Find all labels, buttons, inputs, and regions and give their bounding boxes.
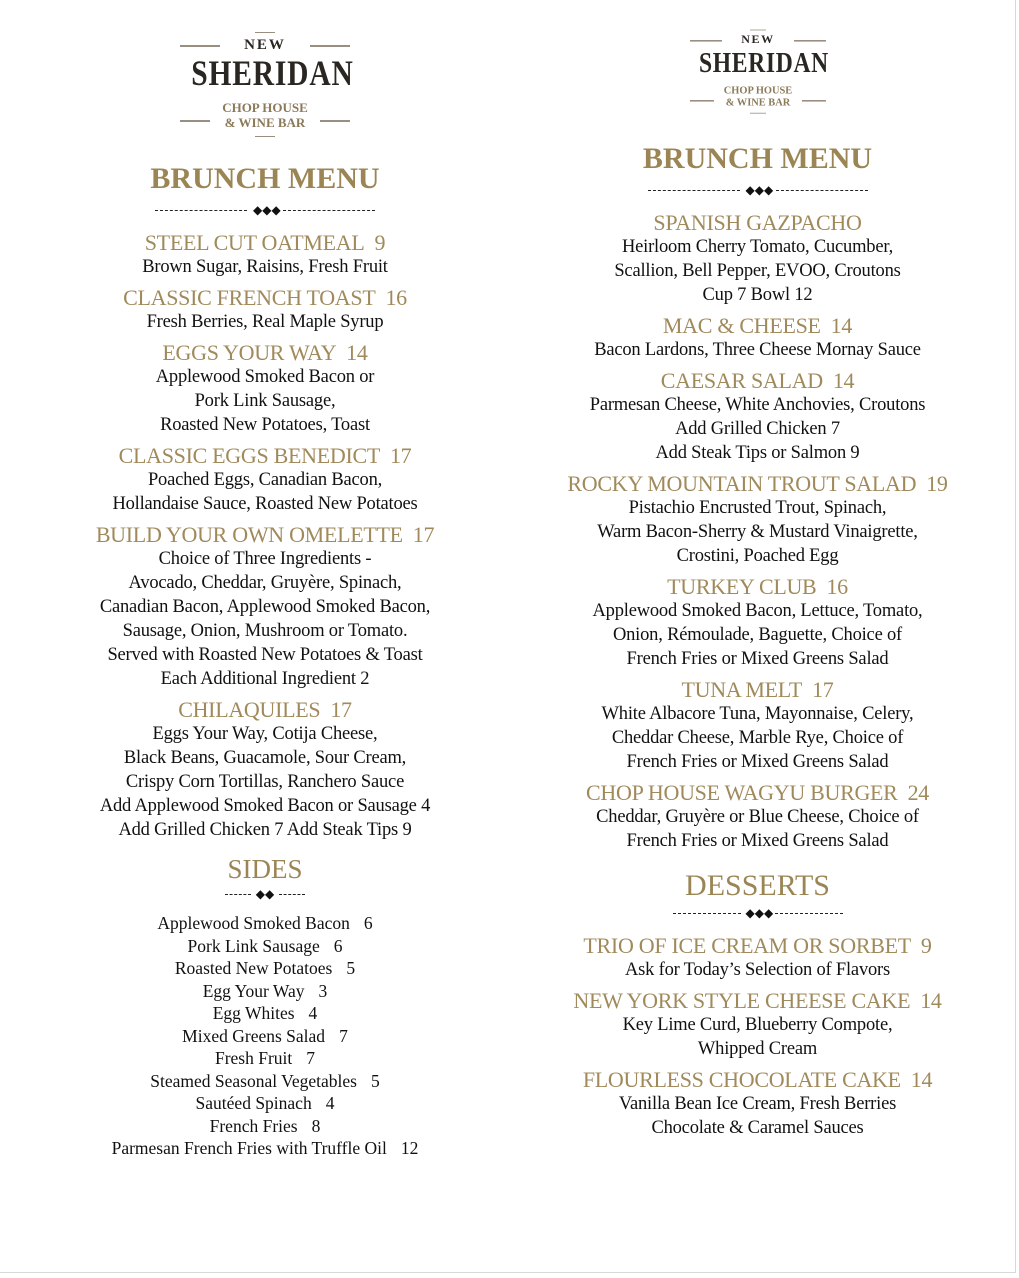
menu-item-description: Onion, Rémoulade, Baguette, Choice of — [612, 625, 903, 645]
menu-item-price: 24 — [907, 780, 929, 805]
side-item — [40, 1115, 490, 1138]
menu-item-description: Parmesan Cheese, White Anchovies, Croutons — [589, 395, 926, 415]
menu-item-name-line — [530, 677, 985, 702]
menu-item-name: SPANISH GAZPACHO — [653, 210, 862, 235]
logo-subtitle-2: & WINE BAR — [725, 96, 790, 108]
left-column — [40, 30, 490, 1160]
side-item-name: Roasted New Potatoes — [174, 958, 333, 978]
right-column — [530, 28, 985, 1146]
menu-item-name: CLASSIC FRENCH TOAST — [123, 285, 376, 310]
menu-item — [530, 210, 985, 307]
sides-list — [40, 912, 490, 1160]
menu-item-description: Sausage, Onion, Mushroom or Tomato. — [122, 621, 408, 641]
logo-swirl-bottom-right — [802, 100, 826, 102]
menu-item-description: Cheddar Cheese, Marble Rye, Choice of — [611, 728, 904, 748]
logo-ornament-bottom — [255, 136, 275, 137]
menu-item-name-line — [40, 285, 490, 310]
menu-item-name: CAESAR SALAD — [660, 368, 823, 393]
menu-item-name-line — [530, 210, 985, 235]
right-menu-title: BRUNCH MENU — [642, 142, 873, 175]
side-item-price: 7 — [339, 1025, 348, 1046]
menu-item — [40, 340, 490, 437]
side-item-price: 7 — [306, 1048, 316, 1068]
menu-item-description: Key Lime Curd, Blueberry Compote, — [622, 1015, 893, 1035]
menu-item-name: STEEL CUT OATMEAL — [144, 230, 365, 255]
menu-item-description: Scallion, Bell Pepper, EVOO, Croutons — [614, 261, 901, 281]
side-item-name: Applewood Smoked Bacon — [157, 913, 350, 933]
menu-item-name: MAC & CHEESE — [662, 313, 821, 338]
menu-item-description: Crostini, Poached Egg — [676, 546, 839, 566]
menu-item-description: Poached Eggs, Canadian Bacon, — [147, 470, 383, 490]
diamond-ornament-icon: ◆◆◆ — [745, 906, 774, 920]
menu-item-price: 14 — [920, 988, 942, 1013]
menu-item-description: Vanilla Bean Ice Cream, Fresh Berries — [618, 1094, 897, 1114]
menu-item-description: Whipped Cream — [697, 1039, 818, 1059]
side-item-name: Egg Your Way — [202, 980, 305, 1001]
menu-item-name-line — [40, 522, 490, 547]
menu-item-name-line — [530, 933, 985, 958]
menu-item-name: CLASSIC EGGS BENEDICT — [118, 443, 380, 468]
side-item-name: French Fries — [209, 1115, 298, 1136]
side-item-name: Steamed Seasonal Vegetables — [150, 1070, 357, 1091]
menu-item-name-line — [530, 988, 985, 1013]
menu-item-description: Ask for Today’s Selection of Flavors — [624, 960, 891, 980]
menu-item-description: French Fries or Mixed Greens Salad — [626, 831, 889, 851]
menu-item — [40, 522, 490, 691]
side-item — [40, 1070, 490, 1093]
menu-item-description: Add Steak Tips or Salmon 9 — [655, 443, 860, 463]
menu-item-description: Add Grilled Chicken 7 Add Steak Tips 9 — [118, 820, 412, 840]
desserts-title: DESSERTS — [685, 869, 830, 902]
menu-item-name: NEW YORK STYLE CHEESE CAKE — [573, 988, 911, 1013]
right-menu-items — [530, 210, 985, 853]
side-item-name: Sautéed Spinach — [195, 1093, 312, 1113]
menu-item — [530, 368, 985, 465]
menu-item — [530, 780, 985, 853]
menu-item-description: Pistachio Encrusted Trout, Spinach, — [628, 498, 887, 518]
menu-item-price: 17 — [389, 443, 412, 468]
logo-swirl-bottom-left — [690, 100, 714, 102]
menu-item-name: TRIO OF ICE CREAM OR SORBET — [583, 933, 911, 958]
menu-item — [530, 677, 985, 774]
menu-item-name: TURKEY CLUB — [667, 574, 817, 599]
menu-item — [530, 988, 985, 1061]
menu-item-price: 17 — [330, 697, 352, 722]
desserts-list — [530, 933, 985, 1140]
menu-item-description: Choice of Three Ingredients - — [158, 549, 372, 569]
menu-item-price: 9 — [374, 230, 386, 255]
menu-item — [530, 574, 985, 671]
menu-item-description: Applewood Smoked Bacon, Lettuce, Tomato, — [592, 601, 923, 621]
menu-item-description: Fresh Berries, Real Maple Syrup — [146, 312, 384, 332]
menu-item-description: White Albacore Tuna, Mayonnaise, Celery, — [601, 704, 914, 724]
logo — [686, 28, 830, 110]
side-item — [40, 1137, 490, 1160]
logo-ornament-top — [255, 32, 275, 33]
menu-item-name: CHOP HOUSE WAGYU BURGER — [586, 780, 898, 805]
menu-item-name-line — [530, 471, 985, 496]
menu-item — [40, 443, 490, 516]
menu-item-name: BUILD YOUR OWN OMELETTE — [95, 522, 403, 547]
menu-item-description: Roasted New Potatoes, Toast — [160, 415, 370, 435]
logo-subtitle-1: CHOP HOUSE — [723, 84, 792, 96]
side-item-price: 5 — [346, 958, 356, 978]
title-divider — [155, 204, 375, 216]
logo-swirl-bottom-right — [320, 120, 350, 122]
menu-item-name-line — [40, 697, 490, 722]
sides-title: SIDES — [227, 854, 303, 884]
menu-item-name-line — [530, 1067, 985, 1092]
menu-item-description: Eggs Your Way, Cotija Cheese, — [152, 724, 378, 744]
menu-item — [530, 471, 985, 568]
menu-item-price: 16 — [826, 574, 848, 599]
menu-item — [530, 933, 985, 982]
side-item-name: Pork Link Sausage — [187, 935, 320, 956]
menu-item-description: Hollandaise Sauce, Roasted New Potatoes — [112, 494, 418, 514]
menu-item-price: 14 — [346, 340, 368, 365]
menu-item-name-line — [530, 368, 985, 393]
menu-item-description: Black Beans, Guacamole, Sour Cream, — [123, 748, 407, 768]
logo — [175, 30, 355, 132]
logo-subtitle-2: & WINE BAR — [224, 115, 306, 130]
menu-item-description: Applewood Smoked Bacon or — [155, 367, 375, 387]
diamond-ornament-icon: ◆◆ — [255, 887, 275, 901]
menu-item-description: Chocolate & Caramel Sauces — [651, 1118, 864, 1138]
logo-new: NEW — [244, 37, 286, 53]
side-item — [40, 1092, 490, 1115]
side-item-price: 5 — [370, 1070, 380, 1091]
side-item-price: 3 — [318, 980, 328, 1001]
side-item — [40, 1002, 490, 1025]
side-item — [40, 935, 490, 958]
logo-ornament-bottom — [750, 113, 766, 114]
diamond-ornament-icon: ◆◆◆ — [745, 183, 774, 197]
logo-brand: SHERIDAN — [698, 46, 829, 79]
left-menu-items — [40, 230, 490, 842]
menu-item — [530, 313, 985, 362]
menu-item — [40, 285, 490, 334]
side-item — [40, 980, 490, 1003]
menu-item — [530, 1067, 985, 1140]
sides-divider — [225, 888, 305, 900]
menu-item-name-line — [530, 780, 985, 805]
menu-item — [40, 230, 490, 279]
menu-item-description: Add Grilled Chicken 7 — [675, 419, 840, 439]
menu-item-name-line — [40, 443, 490, 468]
menu-item-price: 9 — [920, 933, 932, 958]
side-item-name: Egg Whites — [212, 1003, 295, 1023]
menu-item — [40, 697, 490, 842]
menu-item-description: Each Additional Ingredient 2 — [160, 669, 370, 689]
side-item-price: 6 — [363, 913, 373, 933]
menu-item-name: CHILAQUILES — [178, 697, 321, 722]
desserts-divider — [673, 907, 843, 919]
menu-item-description: Brown Sugar, Raisins, Fresh Fruit — [142, 257, 388, 277]
menu-item-description: Served with Roasted New Potatoes & Toast — [107, 645, 423, 665]
logo-brand: SHERIDAN — [191, 53, 354, 93]
menu-item-description: Bacon Lardons, Three Cheese Mornay Sauce — [594, 340, 921, 360]
menu-item-description: Cheddar, Gruyère or Blue Cheese, Choice of — [596, 807, 919, 827]
menu-item-description: Crispy Corn Tortillas, Ranchero Sauce — [125, 772, 405, 792]
menu-item-description: Add Applewood Smoked Bacon or Sausage 4 — [99, 796, 431, 816]
menu-item-price: 16 — [385, 285, 407, 310]
menu-item-name-line — [40, 230, 490, 255]
menu-item-name: EGGS YOUR WAY — [162, 340, 337, 365]
side-item-name: Fresh Fruit — [214, 1048, 293, 1068]
menu-item-description: Canadian Bacon, Applewood Smoked Bacon, — [99, 597, 431, 617]
logo-subtitle-1: CHOP HOUSE — [222, 100, 308, 115]
side-item-name: Mixed Greens Salad — [182, 1025, 326, 1046]
menu-item-price: 17 — [812, 677, 834, 702]
menu-item-price: 14 — [832, 368, 855, 393]
side-item-name: Parmesan French Fries with Truffle Oil — [111, 1138, 387, 1158]
side-item — [40, 912, 490, 935]
menu-item-price: 14 — [910, 1067, 933, 1092]
menu-item-name-line — [530, 313, 985, 338]
menu-item-description: Warm Bacon-Sherry & Mustard Vinaigrette, — [597, 522, 918, 542]
logo-ornament-top — [750, 30, 766, 31]
menu-item-description: Avocado, Cheddar, Gruyère, Spinach, — [128, 573, 402, 593]
side-item-price: 4 — [308, 1003, 318, 1023]
menu-item-name-line — [530, 574, 985, 599]
menu-item-description: French Fries or Mixed Greens Salad — [626, 649, 889, 669]
menu-item-description: Heirloom Cherry Tomato, Cucumber, — [621, 237, 894, 257]
menu-item-price: 17 — [412, 522, 435, 547]
menu-item-description: French Fries or Mixed Greens Salad — [626, 752, 889, 772]
side-item — [40, 957, 490, 980]
diamond-ornament-icon: ◆◆◆ — [253, 203, 281, 217]
left-menu-title: BRUNCH MENU — [150, 162, 380, 195]
side-item — [40, 1025, 490, 1048]
menu-item-description: Pork Link Sausage, — [194, 391, 336, 411]
menu-item-name: FLOURLESS CHOCOLATE CAKE — [582, 1067, 901, 1092]
logo-swirl-bottom-left — [180, 120, 210, 122]
side-item-price: 8 — [311, 1115, 321, 1136]
menu-item-name: ROCKY MOUNTAIN TROUT SALAD — [567, 471, 917, 496]
menu-item-description: Cup 7 Bowl 12 — [702, 285, 813, 305]
title-divider — [648, 184, 868, 196]
side-item — [40, 1047, 490, 1070]
menu-item-name: TUNA MELT — [681, 677, 803, 702]
logo-new: NEW — [740, 33, 775, 47]
side-item-price: 12 — [400, 1138, 419, 1158]
menu-item-price: 19 — [926, 471, 948, 496]
menu-item-price: 14 — [830, 313, 853, 338]
menu-item-name-line — [40, 340, 490, 365]
side-item-price: 6 — [333, 935, 343, 956]
side-item-price: 4 — [325, 1093, 335, 1113]
